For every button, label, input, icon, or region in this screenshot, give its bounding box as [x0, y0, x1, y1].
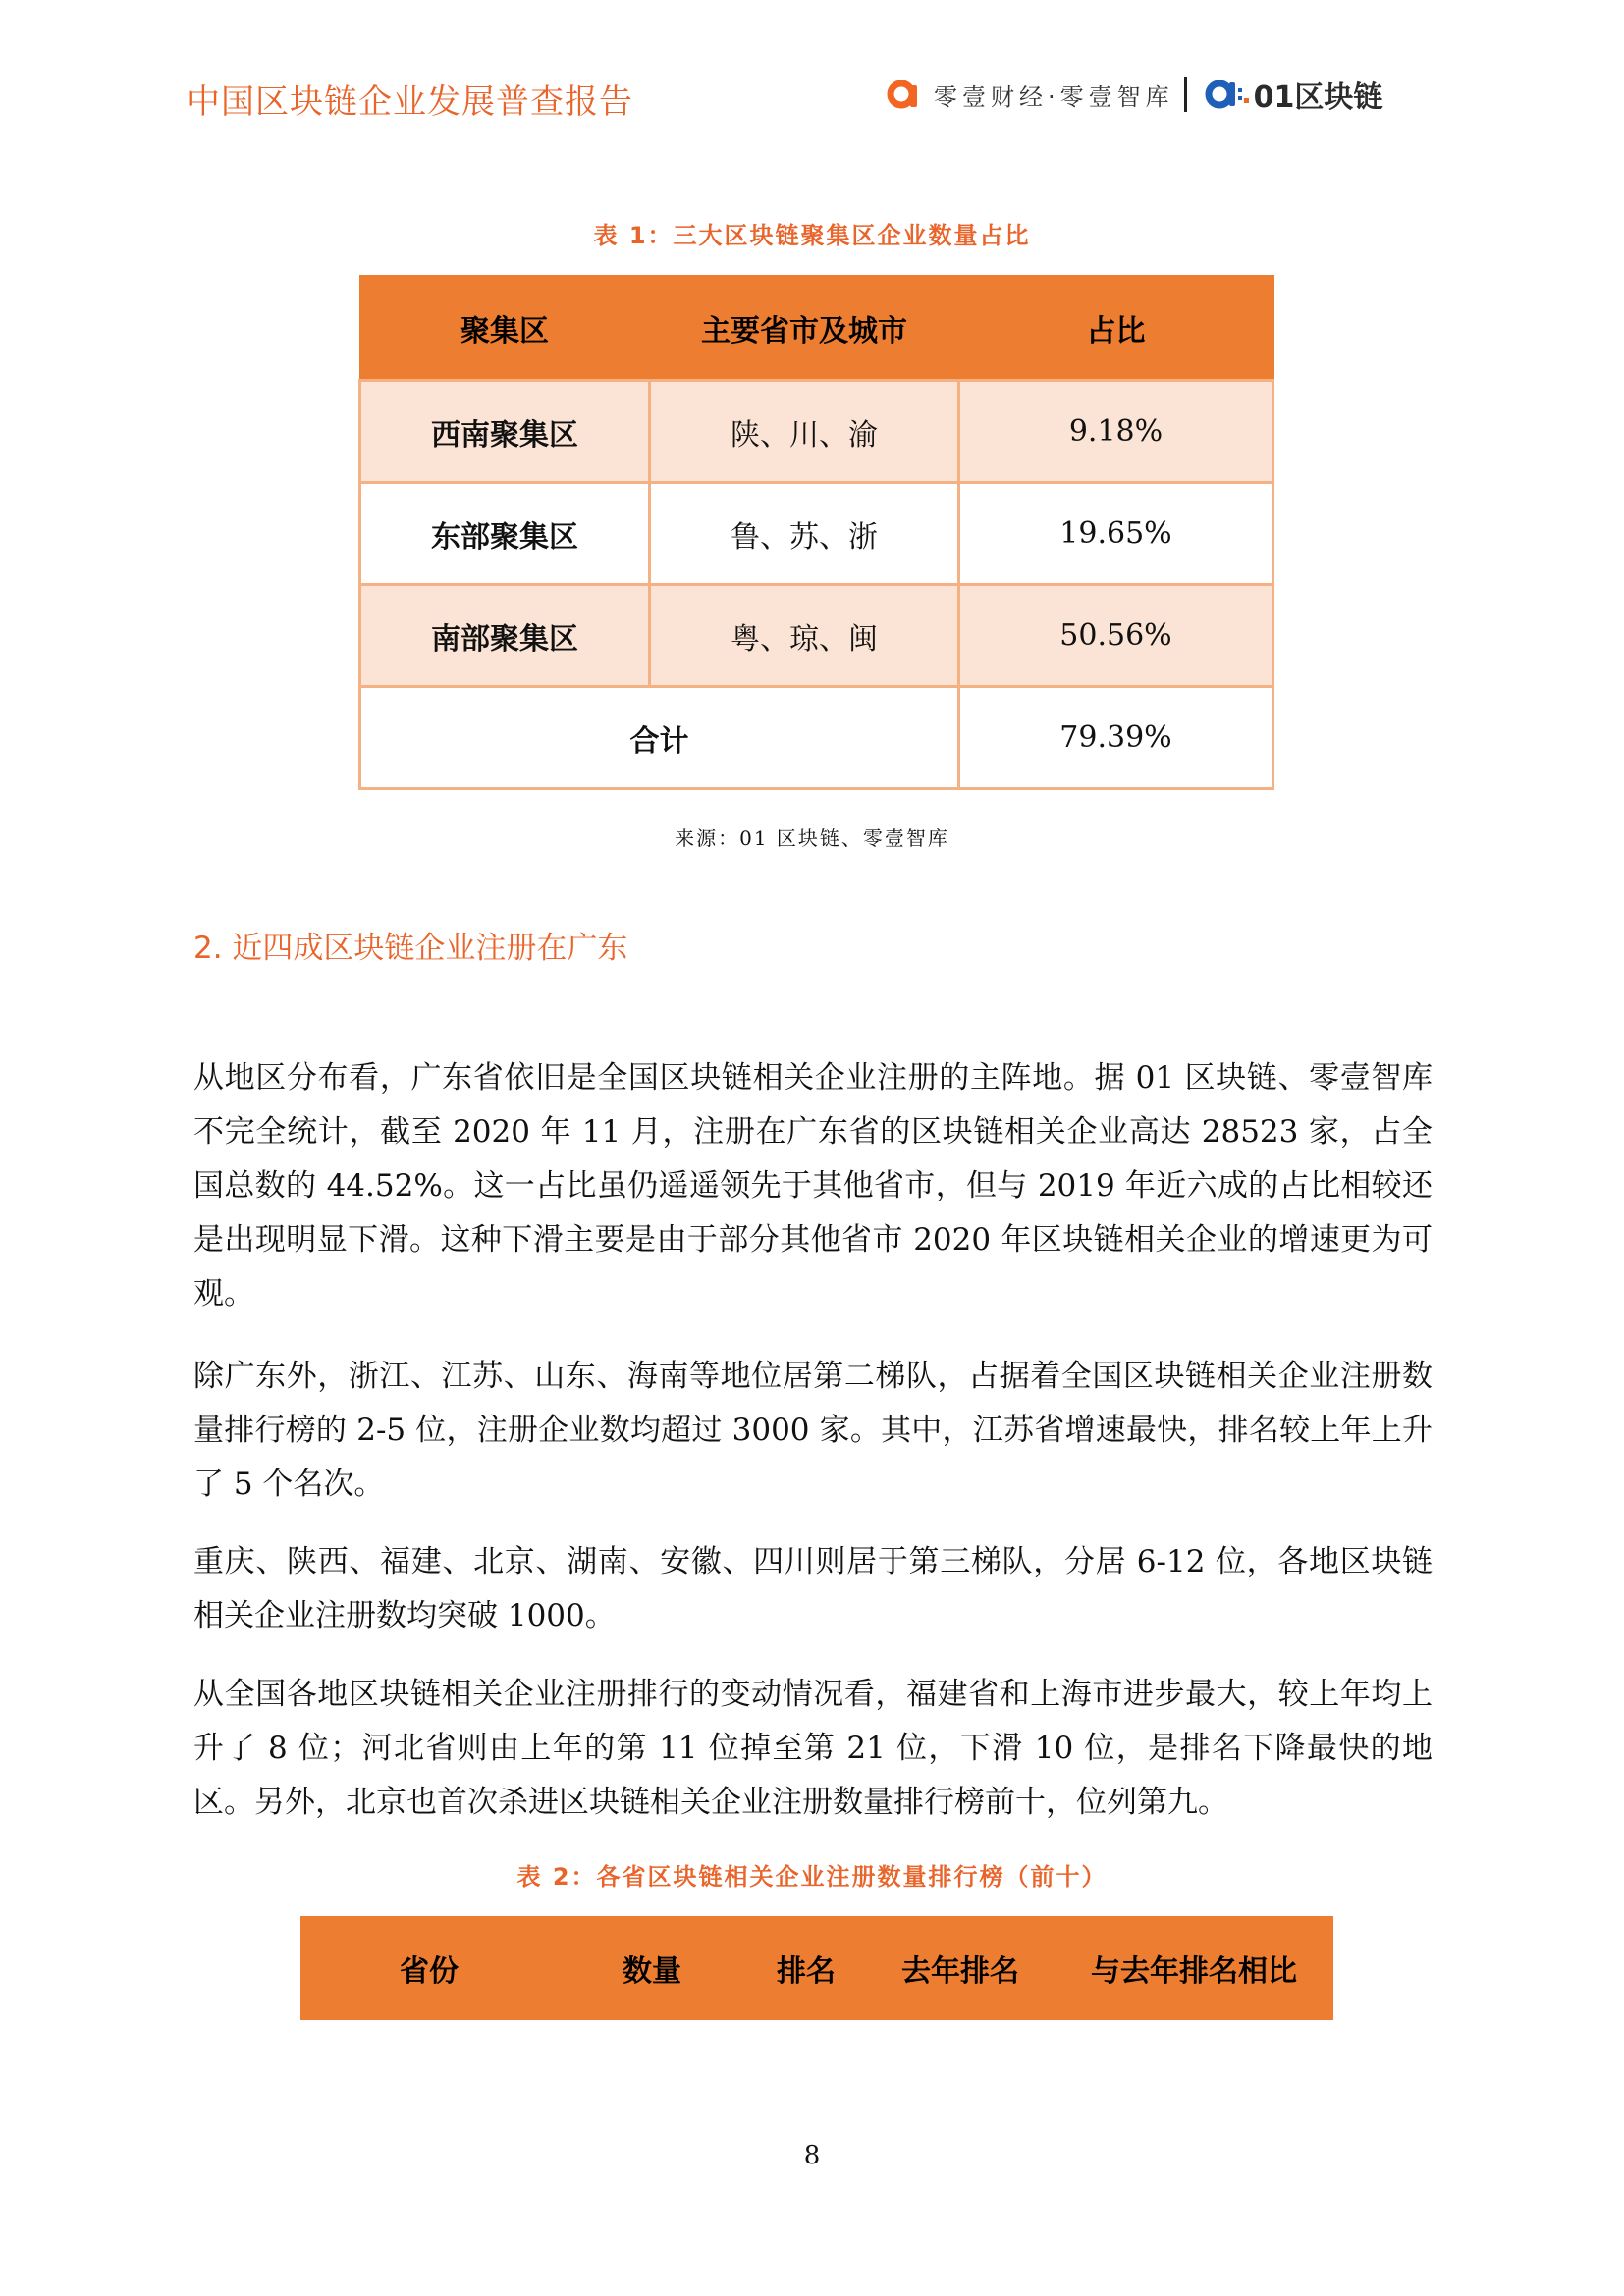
- column-header: 排名: [746, 1916, 866, 2020]
- provinces-cell: 鲁、苏、浙: [650, 483, 959, 585]
- share-cell: 50.56%: [959, 585, 1273, 687]
- total-share: 79.39%: [959, 687, 1273, 789]
- table1-caption: 表 1：三大区块链聚集区企业数量占比: [593, 222, 1031, 249]
- table2-header-row: [300, 1916, 1333, 2020]
- table-row: [360, 381, 1273, 483]
- column-header: 数量: [558, 1916, 746, 2020]
- body-paragraph: 除广东外，浙江、江苏、山东、海南等地位居第二梯队，占据着全国区块链相关企业注册数量排行榜的 2-5 位，注册企业数均超过 3000 家。其中，江苏省增速最快，排名较上年上升了 5 个名次。: [193, 1359, 1433, 1502]
- total-label: 合计: [360, 687, 959, 789]
- column-header: 去年排名: [866, 1916, 1055, 2020]
- column-header: 省份: [300, 1916, 558, 2020]
- column-header: 占比: [959, 276, 1273, 381]
- body-paragraph: 从全国各地区块链相关企业注册排行的变动情况看，福建省和上海市进步最大，较上年均上升了 8 位；河北省则由上年的第 11 位掉至第 21 位，下滑 10 位，是排名下降最快的地区。另外，北京也首次杀进区块链相关企业注册数量排行榜前十，位列第九。: [193, 1677, 1433, 1820]
- page-number: 8: [803, 2141, 821, 2170]
- region-cell: 南部聚集区: [360, 585, 650, 687]
- column-header: 与去年排名相比: [1055, 1916, 1333, 2020]
- table2-province-ranking: [300, 1916, 1333, 2020]
- share-cell: 19.65%: [959, 483, 1273, 585]
- lingyi-logo-text: 零壹财经·零壹智库: [934, 82, 1174, 111]
- report-title: 中国区块链企业发展普查报告: [187, 82, 633, 122]
- lingyi-logo-icon: [887, 78, 920, 111]
- share-cell: 9.18%: [959, 381, 1273, 483]
- table-total-row: [360, 687, 1273, 789]
- table2-caption: 表 2：各省区块链相关企业注册数量排行榜（前十）: [516, 1863, 1108, 1891]
- body-paragraph: 重庆、陕西、福建、北京、湖南、安徽、四川则居于第三梯队，分居 6-12 位，各地区块链相关企业注册数均突破 1000。: [193, 1544, 1433, 1633]
- table-row: [360, 483, 1273, 585]
- provinces-cell: 粤、琼、闽: [650, 585, 959, 687]
- region-cell: 东部聚集区: [360, 483, 650, 585]
- column-header: 主要省市及城市: [650, 276, 959, 381]
- table1-header-row: [360, 276, 1273, 381]
- 01-blockchain-logo-icon: [1205, 77, 1250, 112]
- region-cell: 西南聚集区: [360, 381, 650, 483]
- 01-blockchain-logo-text: 01区块链: [1253, 80, 1383, 115]
- body-paragraph: 从地区分布看，广东省依旧是全国区块链相关企业注册的主阵地。据 01 区块链、零壹智库不完全统计，截至 2020 年 11 月，注册在广东省的区块链相关企业高达 28523 家，占全国总数的 44.52%。这一占比虽仍遥遥领先于其他省市，但与 2019 年近六成的占比相较还是出现明显下滑。这种下滑主要是由于部分其他省市 2020 年区块链相关企业的增速更为可观。: [193, 1060, 1433, 1311]
- column-header: 聚集区: [360, 276, 650, 381]
- header-logos: [887, 73, 1382, 116]
- logo-divider: [1184, 77, 1187, 112]
- table1-cluster-share: [358, 275, 1274, 790]
- provinces-cell: 陕、川、渝: [650, 381, 959, 483]
- table-row: [360, 585, 1273, 687]
- table1-source: 来源：01 区块链、零壹智库: [675, 827, 949, 850]
- 01-blockchain-logo: [1205, 73, 1383, 116]
- section-heading: 2. 近四成区块链企业注册在广东: [193, 931, 628, 966]
